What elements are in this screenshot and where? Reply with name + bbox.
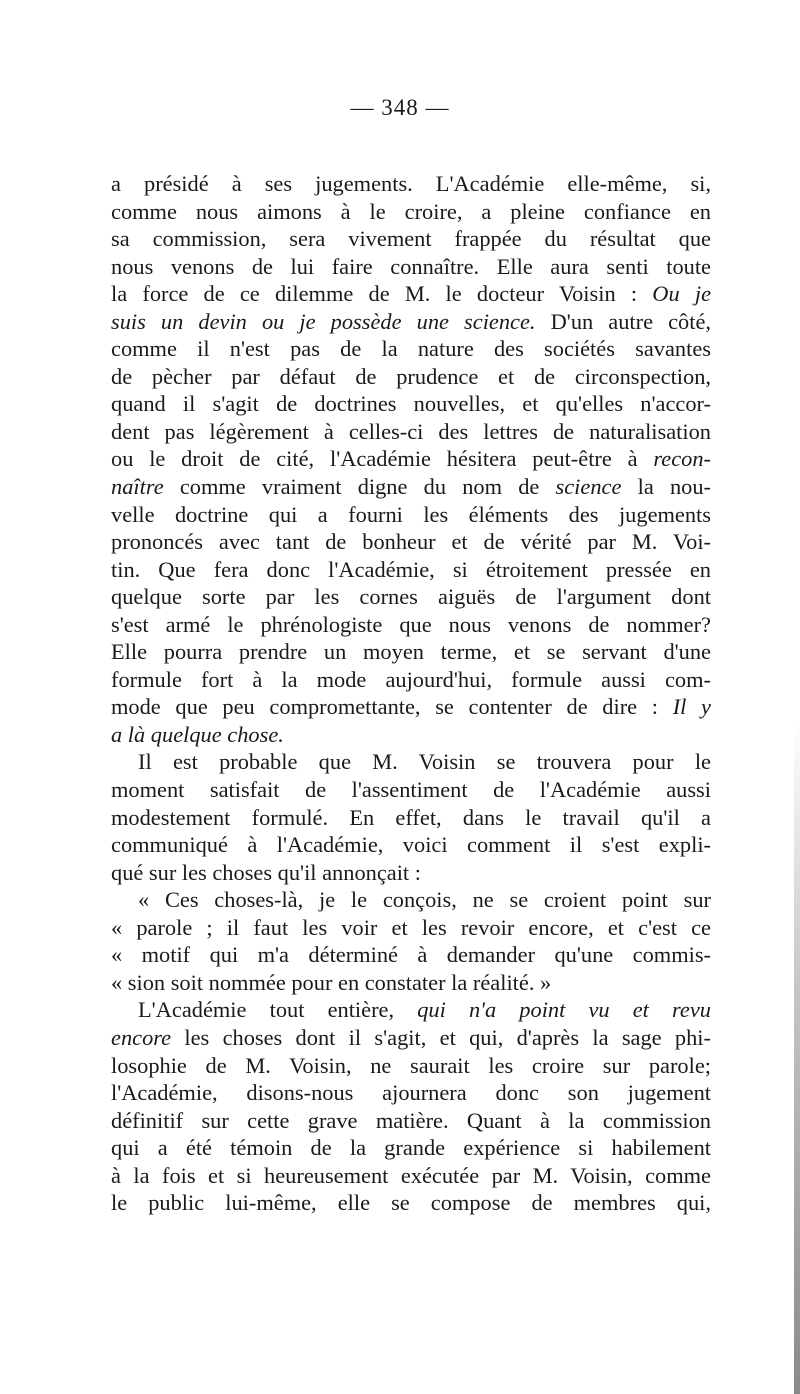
text-line: qui a été témoin de la grande expérience si habilement bbox=[111, 1135, 711, 1161]
text-line: suis un devin ou je possède une science. D'un autre côté, bbox=[111, 308, 712, 334]
text-line: formule fort à la mode aujourd'hui, formule aussi com- bbox=[111, 666, 711, 692]
text-line: encore les choses dont il s'agit, et qui, d'après la sage phi- bbox=[111, 1024, 711, 1050]
text-line: nous venons de lui faire connaître. Elle aura senti toute bbox=[111, 253, 711, 279]
text-line: prononcés avec tant de bonheur et de vérité par M. Voi- bbox=[111, 529, 711, 555]
text-line: quand il s'agit de doctrines nouvelles, et qu'elles n'accor- bbox=[111, 391, 711, 417]
text-line: losophie de M. Voisin, ne saurait les croire sur parole; bbox=[111, 1052, 711, 1078]
text-line: L'Académie tout entière, qui n'a point vu et revu bbox=[138, 997, 711, 1023]
text-line: mode que peu compromettante, se contenter de dire : Il y bbox=[111, 694, 711, 720]
text-line: comme il n'est pas de la nature des sociétés savantes bbox=[111, 336, 711, 362]
text-line: modestement formulé. En effet, dans le travail qu'il a bbox=[111, 804, 711, 830]
text-line: Elle pourra prendre un moyen terme, et se servant d'une bbox=[111, 639, 711, 665]
text-line: définitif sur cette grave matière. Quant à la commission bbox=[111, 1107, 711, 1133]
text-line: a là quelque chose. bbox=[111, 721, 284, 747]
text-line: ou le droit de cité, l'Académie hésitera peut-être à recon- bbox=[111, 446, 711, 472]
text-line: « motif qui m'a déterminé à demander qu'une commis- bbox=[111, 942, 711, 968]
text-line: le public lui-même, elle se compose de membres qui, bbox=[111, 1190, 711, 1216]
text-line: quelque sorte par les cornes aiguës de l'argument dont bbox=[111, 584, 711, 610]
text-line: « sion soit nommée pour en constater la réalité. » bbox=[111, 969, 552, 995]
text-line: Il est probable que M. Voisin se trouvera pour le bbox=[138, 749, 711, 775]
text-line: velle doctrine qui a fourni les éléments des jugements bbox=[111, 501, 711, 527]
text-line: qué sur les choses qu'il annonçait : bbox=[111, 859, 421, 885]
text-line: communiqué à l'Académie, voici comment il s'est expli- bbox=[111, 832, 711, 858]
text-line: de pècher par défaut de prudence et de circonspection, bbox=[111, 363, 711, 389]
text-line: la force de ce dilemme de M. le docteur Voisin : Ou je bbox=[111, 281, 712, 307]
text-line: à la fois et si heureusement exécutée par M. Voisin, comme bbox=[111, 1162, 711, 1188]
text-line: l'Académie, disons-nous ajournera donc son jugement bbox=[111, 1080, 711, 1106]
text-line: a présidé à ses jugements. L'Académie elle-même, si, bbox=[111, 171, 711, 196]
text-line: naître comme vraiment digne du nom de science la nou- bbox=[111, 474, 711, 500]
text-line: comme nous aimons à le croire, a pleine confiance en bbox=[111, 198, 711, 224]
text-line: sa commission, sera vivement frappée du résultat que bbox=[111, 226, 711, 252]
text-line: « Ces choses-là, je le conçois, ne se croient point sur bbox=[138, 887, 711, 913]
text-line: moment satisfait de l'assentiment de l'Académie aussi bbox=[111, 777, 711, 803]
body-text bbox=[111, 170, 711, 1217]
text-line: s'est armé le phrénologiste que nous venons de nommer? bbox=[111, 611, 711, 637]
page-number: — 348 — bbox=[350, 95, 450, 120]
text-line: tin. Que fera donc l'Académie, si étroitement pressée en bbox=[111, 556, 711, 582]
text-line: dent pas légèrement à celles-ci des lettres de naturalisation bbox=[111, 418, 711, 444]
page-edge-shadow bbox=[794, 720, 800, 1394]
text-line: « parole ; il faut les voir et les revoir encore, et c'est ce bbox=[111, 914, 711, 940]
